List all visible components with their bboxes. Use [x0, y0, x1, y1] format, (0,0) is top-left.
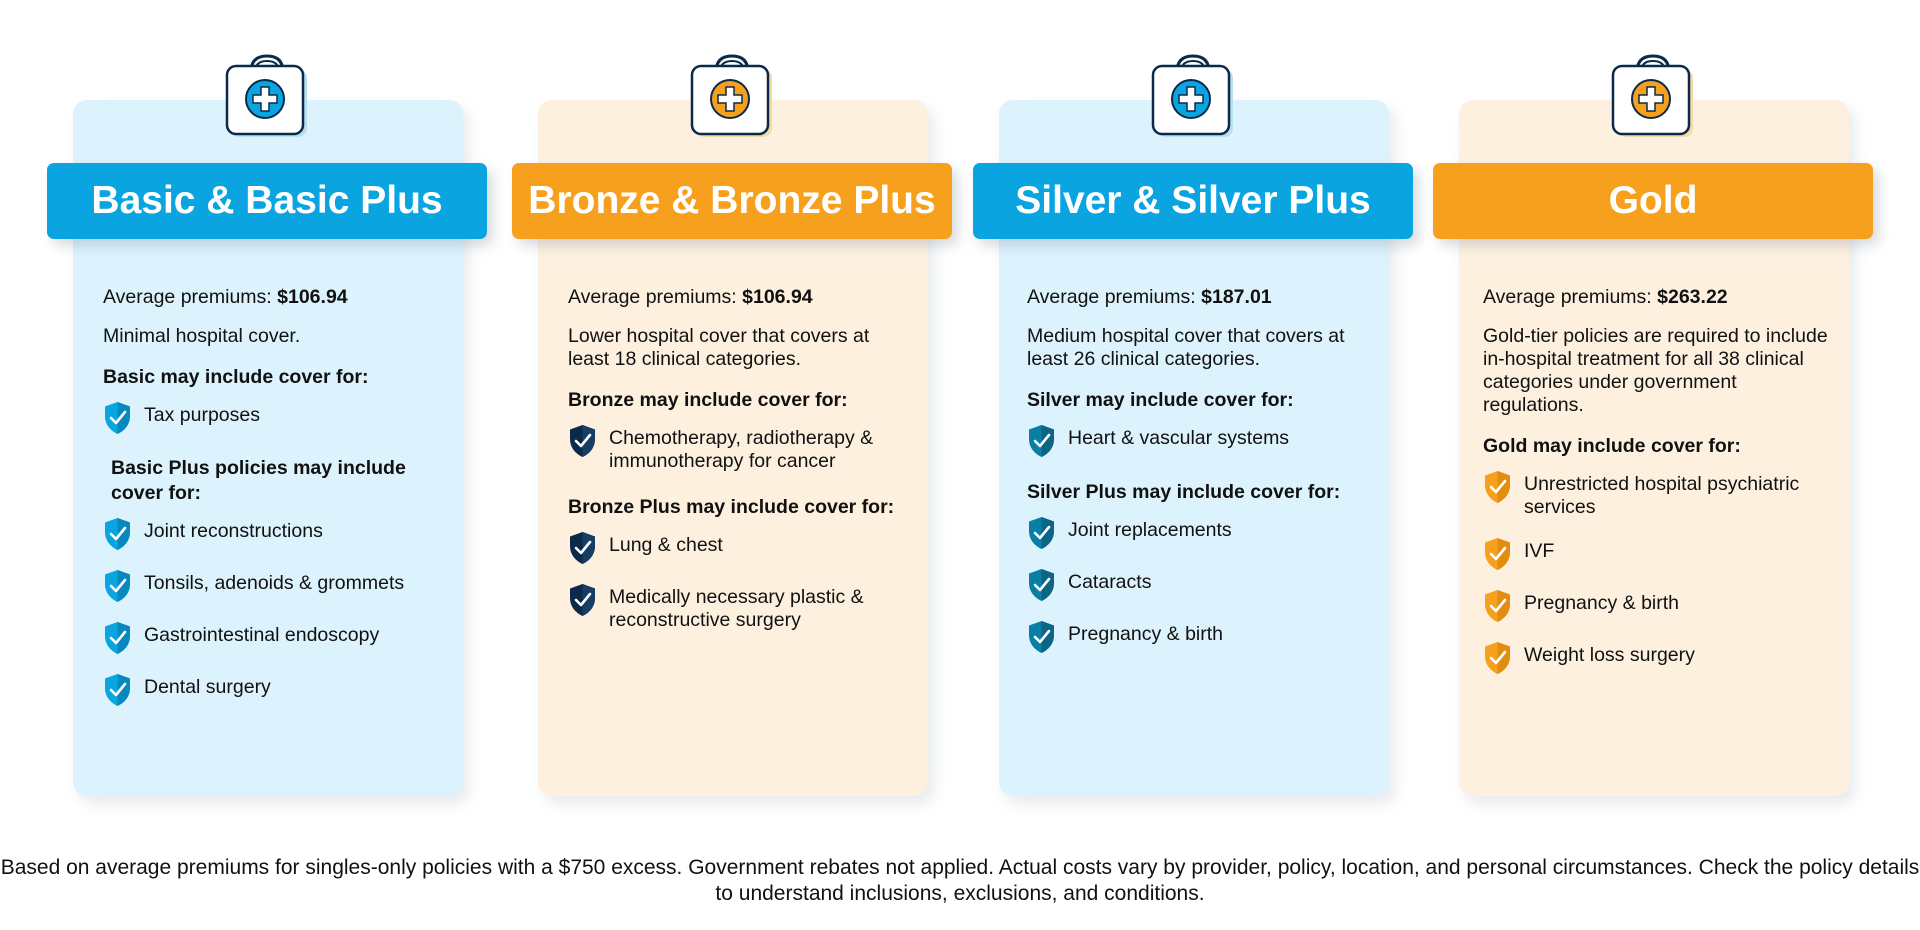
list-item-label: Lung & chest [609, 534, 723, 556]
average-premium [1483, 283, 1828, 311]
shield-check-icon [103, 517, 132, 551]
shield-check-icon [103, 621, 132, 655]
tier-content [1483, 283, 1828, 696]
cover-list [568, 534, 913, 632]
list-item [1483, 540, 1828, 571]
shield-check-icon [568, 424, 597, 458]
tier-description: Lower hospital cover that covers at least 18 clinical categories. [568, 325, 870, 370]
shield-check-icon [1027, 568, 1056, 602]
list-item-label: Tax purposes [144, 404, 260, 426]
shield-check-icon [103, 569, 132, 603]
premium-label: Average premiums: [568, 286, 737, 308]
tier-content [103, 283, 448, 728]
shield-check-icon [1483, 589, 1512, 623]
cover-heading: Gold may include cover for: [1483, 435, 1741, 457]
tier-title: Silver & Silver Plus [973, 163, 1413, 239]
shield-check-icon [1027, 620, 1056, 654]
premium-value: $106.94 [277, 286, 348, 308]
tier-card-bronze [512, 0, 952, 930]
cover-list [1483, 473, 1828, 675]
shield-check-icon [1483, 537, 1512, 571]
list-item-label: Unrestricted hospital psychiatric services [1524, 473, 1800, 518]
list-item-label: Pregnancy & birth [1068, 623, 1224, 645]
list-item [568, 427, 913, 473]
list-item-label: Chemotherapy, radiotherapy & immunotherapy for cancer [609, 427, 874, 472]
footer-disclaimer: Based on average premiums for singles-only policies with a $750 excess. Government rebates not applied. Actual costs vary by provider, policy, location, and personal circumstances. Check the policy details to understand inclusions, exclusions, and conditions. [0, 856, 1920, 905]
heading-emphasis: Bronze Plus [568, 496, 681, 518]
premium-label: Average premiums: [103, 286, 272, 308]
average-premium [568, 283, 913, 311]
tier-description: Gold-tier policies are required to include in-hospital treatment for all 38 clinical categories under government regulations. [1483, 325, 1828, 416]
list-item [1027, 519, 1372, 550]
cover-list [1027, 519, 1372, 654]
list-item [1483, 473, 1828, 519]
tier-content [568, 283, 913, 653]
heading-emphasis: Silver Plus [1027, 481, 1127, 503]
shield-check-icon [568, 531, 597, 565]
list-item-label: Cataracts [1068, 571, 1152, 593]
list-item-label: Gastrointestinal endoscopy [144, 624, 380, 646]
cover-list [103, 520, 448, 707]
shield-check-icon [103, 401, 132, 435]
cover-heading: Bronze may include cover for: [568, 389, 848, 411]
premium-label: Average premiums: [1027, 286, 1196, 308]
cover-list [103, 404, 448, 435]
heading-rest: may include cover for: [1132, 481, 1341, 503]
list-item [1483, 592, 1828, 623]
list-item-label: Heart & vascular systems [1068, 427, 1290, 449]
list-item [568, 534, 913, 565]
cover-heading: Basic may include cover for: [103, 366, 369, 388]
shield-check-icon [1483, 470, 1512, 504]
list-item-label: Joint reconstructions [144, 520, 323, 542]
medical-kit-icon [225, 52, 309, 142]
cover-heading: Basic Plus policies may include cover for: [111, 457, 406, 504]
list-item [1027, 623, 1372, 654]
cover-heading [1027, 479, 1372, 505]
tier-description: Minimal hospital cover. [103, 325, 301, 347]
tier-title: Bronze & Bronze Plus [512, 163, 952, 239]
tier-title: Basic & Basic Plus [47, 163, 487, 239]
premium-value: $187.01 [1201, 286, 1272, 308]
list-item [103, 572, 448, 603]
tier-title: Gold [1433, 163, 1873, 239]
list-item [568, 586, 913, 632]
tier-content [1027, 283, 1372, 675]
list-item-label: Joint replacements [1068, 519, 1232, 541]
list-item-label: IVF [1524, 540, 1555, 562]
list-item-label: Weight loss surgery [1524, 644, 1695, 666]
average-premium [1027, 283, 1372, 311]
premium-label: Average premiums: [1483, 286, 1652, 308]
heading-rest: may include cover for: [686, 496, 895, 518]
list-item [1483, 644, 1828, 675]
medical-kit-icon [1611, 52, 1695, 142]
list-item [1027, 427, 1372, 458]
list-item-label: Pregnancy & birth [1524, 592, 1680, 614]
medical-kit-icon [1151, 52, 1235, 142]
premium-value: $263.22 [1657, 286, 1728, 308]
tier-description: Medium hospital cover that covers at least 26 clinical categories. [1027, 325, 1345, 370]
medical-kit-icon [690, 52, 774, 142]
tier-card-gold [1433, 0, 1873, 930]
list-item [1027, 571, 1372, 602]
cover-list [568, 427, 913, 473]
cover-heading: Silver may include cover for: [1027, 389, 1294, 411]
cover-list [1027, 427, 1372, 458]
average-premium [103, 283, 448, 311]
list-item [103, 676, 448, 707]
list-item [103, 624, 448, 655]
list-item [103, 520, 448, 551]
list-item-label: Medically necessary plastic & reconstructive surgery [609, 586, 864, 631]
list-item-label: Dental surgery [144, 676, 271, 698]
list-item-label: Tonsils, adenoids & grommets [144, 572, 405, 594]
shield-check-icon [1027, 516, 1056, 550]
shield-check-icon [103, 673, 132, 707]
shield-check-icon [568, 583, 597, 617]
cover-heading [568, 494, 913, 520]
list-item [103, 404, 448, 435]
premium-value: $106.94 [742, 286, 813, 308]
tier-card-basic [47, 0, 487, 930]
tier-card-silver [973, 0, 1413, 930]
shield-check-icon [1027, 424, 1056, 458]
shield-check-icon [1483, 641, 1512, 675]
